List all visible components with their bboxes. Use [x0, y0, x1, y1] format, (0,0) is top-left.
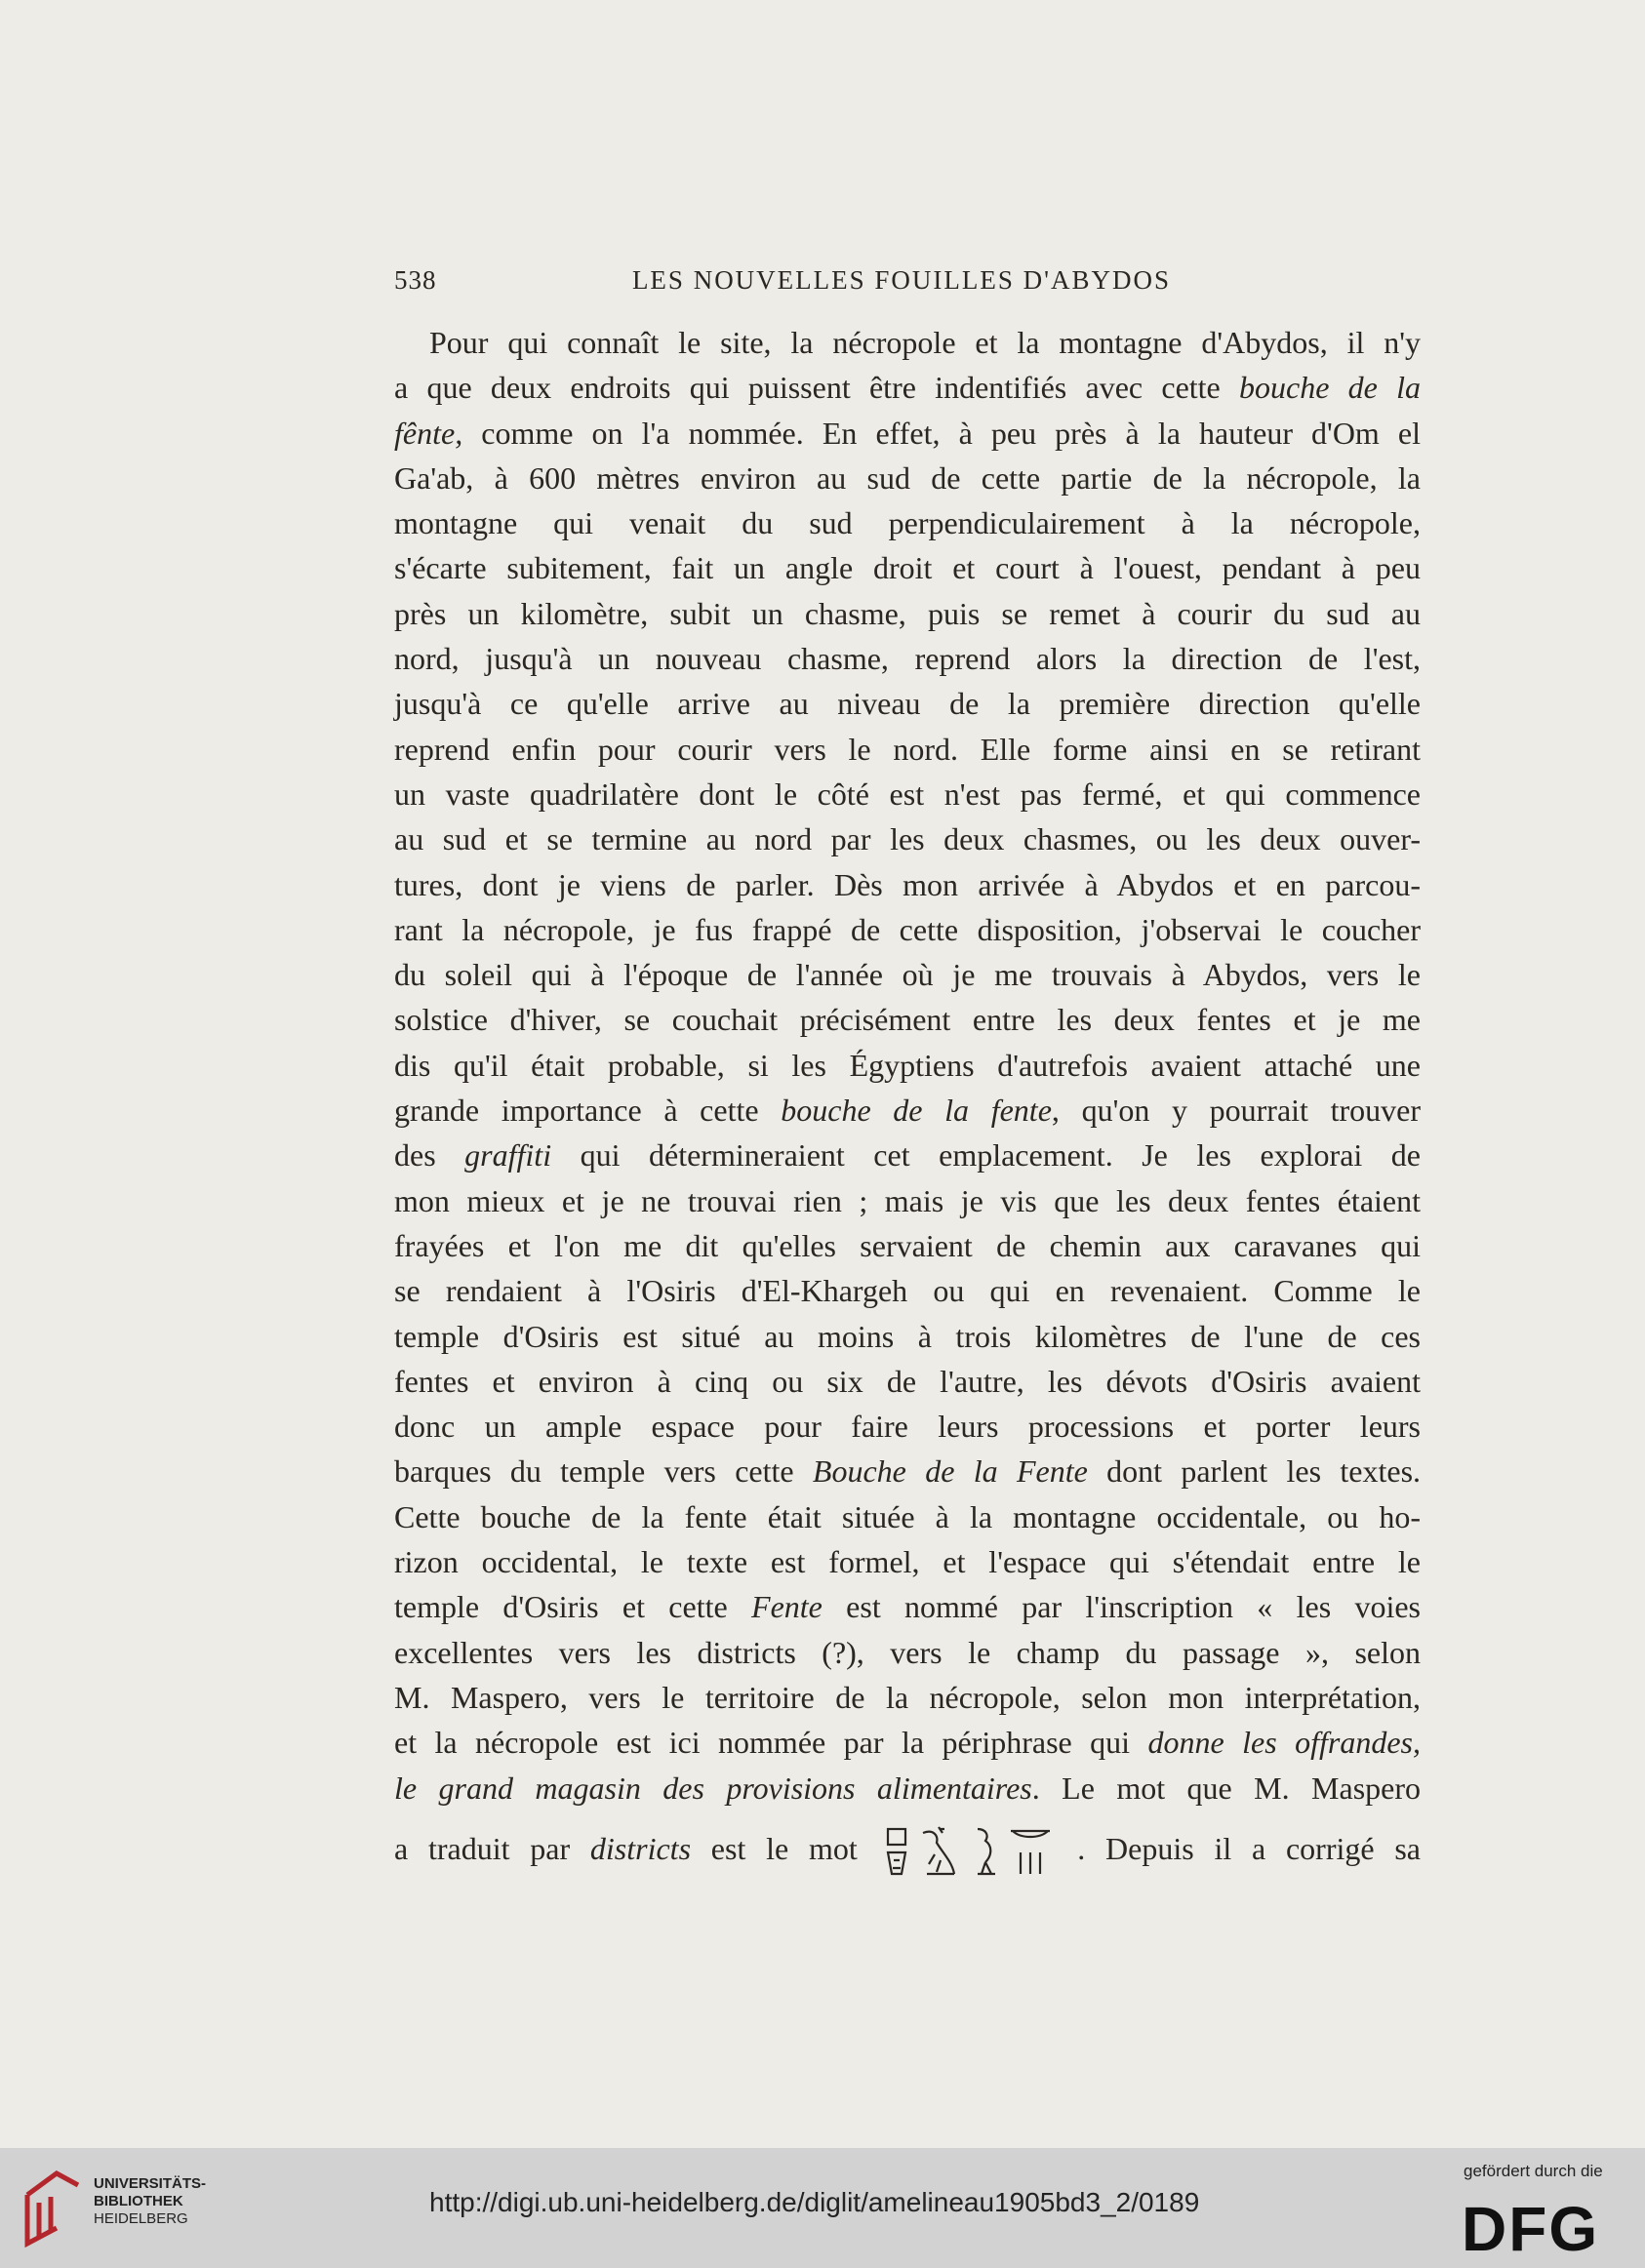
text-line: donc un ample espace pour faire leurs processions et porter leurs — [394, 1409, 1421, 1445]
text-line: Ga'ab, à 600 mètres environ au sud de cette partie de la nécropole, la — [394, 459, 1421, 496]
text-line: a traduit par districts est le mot . Depuis il a corrigé sa — [394, 1810, 1421, 1871]
text-line: tures, dont je viens de parler. Dès mon arrivée à Abydos et en parcou- — [394, 866, 1421, 902]
text-line: excellentes vers les districts (?), vers le champ du passage », selon — [394, 1634, 1421, 1670]
text-line: dis qu'il était probable, si les Égyptiens d'autrefois avaient attaché une — [394, 1047, 1421, 1083]
text-line: et la nécropole est ici nommée par la périphrase qui donne les offrandes, — [394, 1725, 1422, 1761]
body-paragraph — [394, 320, 1421, 1871]
text-line: se rendaient à l'Osiris d'El-Khargeh ou qui en revenaient. Comme le — [394, 1273, 1421, 1309]
text-line: a que deux endroits qui puissent être indentifiés avec cette bouche de la — [394, 370, 1422, 406]
funding-label: gefördert durch die — [1464, 2162, 1603, 2180]
text-line: le grand magasin des provisions alimentaires. Le mot que M. Maspero — [394, 1770, 1422, 1806]
text-line: fênte, comme on l'a nommée. En effet, à peu près à la hauteur d'Om el — [394, 415, 1421, 451]
text-line: temple d'Osiris est situé au moins à trois kilomètres de l'une de ces — [394, 1318, 1421, 1354]
text-line: grande importance à cette bouche de la fente, qu'on y pourrait trouver — [394, 1093, 1422, 1129]
text-line: des graffiti qui détermineraient cet emplacement. Je les explorai de — [394, 1137, 1421, 1174]
page-number: 538 — [394, 265, 437, 295]
hieroglyph-group-icon — [884, 1813, 1052, 1890]
library-name: UNIVERSITÄTS- BIBLIOTHEK HEIDELBERG — [94, 2175, 207, 2227]
text-line: nord, jusqu'à un nouveau chasme, reprend alors la direction de l'est, — [394, 641, 1421, 677]
digitization-footer — [0, 2148, 1645, 2268]
permalink[interactable]: http://digi.ub.uni-heidelberg.de/diglit/amelineau1905bd3_2/0189 — [429, 2187, 1200, 2217]
university-library-logo-icon — [18, 2166, 86, 2251]
text-line: jusqu'à ce qu'elle arrive au niveau de la première direction qu'elle — [394, 686, 1421, 722]
text-line: montagne qui venait du sud perpendiculairement à la nécropole, — [394, 505, 1421, 541]
text-line: s'écarte subitement, fait un angle droit et court à l'ouest, pendant à peu — [394, 550, 1421, 586]
text-line: mon mieux et je ne trouvai rien ; mais je vis que les deux fentes étaient — [394, 1182, 1421, 1218]
text-line: solstice d'hiver, se couchait précisément entre les deux fentes et je me — [394, 1002, 1421, 1038]
text-line: Cette bouche de la fente était située à la montagne occidentale, ou ho- — [394, 1498, 1421, 1534]
text-line: barques du temple vers cette Bouche de la Fente dont parlent les textes. — [394, 1453, 1422, 1490]
text-line: rizon occidental, le texte est formel, et l'espace qui s'étendait entre le — [394, 1544, 1421, 1580]
dfg-logo: DFG — [1462, 2194, 1600, 2264]
text-line: du soleil qui à l'époque de l'année où je me trouvais à Abydos, vers le — [394, 957, 1421, 993]
running-title: LES NOUVELLES FOUILLES D'ABYDOS — [631, 265, 1172, 295]
page-header — [394, 265, 1409, 304]
text-line: Pour qui connaît le site, la nécropole et la montagne d'Abydos, il n'y — [429, 325, 1421, 360]
text-line: au sud et se termine au nord par les deux chasmes, ou les deux ouver- — [394, 821, 1421, 857]
text-line: près un kilomètre, subit un chasme, puis se remet à courir du sud au — [394, 595, 1421, 631]
text-line: rant la nécropole, je fus frappé de cette disposition, j'observai le coucher — [394, 911, 1421, 947]
text-line: M. Maspero, vers le territoire de la nécropole, selon mon interprétation, — [394, 1679, 1421, 1715]
text-line: temple d'Osiris et cette Fente est nommé par l'inscription « les voies — [394, 1589, 1422, 1625]
text-line: reprend enfin pour courir vers le nord. Elle forme ainsi en se retirant — [394, 731, 1421, 767]
text-line: fentes et environ à cinq ou six de l'autre, les dévots d'Osiris avaient — [394, 1363, 1421, 1399]
text-line: frayées et l'on me dit qu'elles servaient de chemin aux caravanes qui — [394, 1227, 1421, 1263]
text-line: un vaste quadrilatère dont le côté est n'est pas fermé, et qui commence — [394, 776, 1421, 812]
